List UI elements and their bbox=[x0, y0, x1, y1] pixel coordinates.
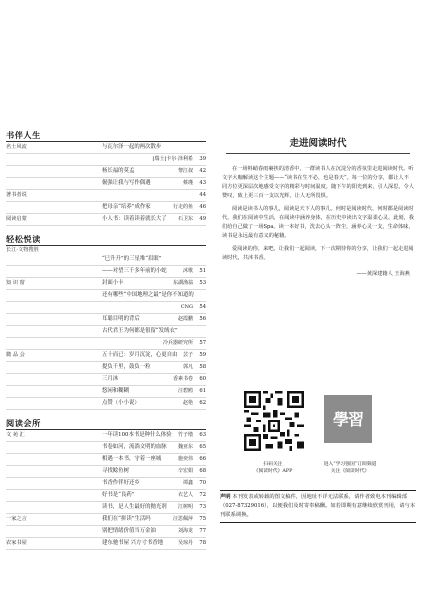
toc-entry[interactable] bbox=[6, 202, 206, 214]
toc-author: 石卫东 bbox=[177, 216, 193, 222]
toc-category: 著书者说 bbox=[6, 192, 27, 198]
toc-page-number: 72 bbox=[199, 492, 206, 498]
toc-title: 还有哪些“中国地理之最”是你不知道的 bbox=[102, 292, 194, 298]
toc-author: 东湖渔翁 bbox=[172, 280, 193, 286]
toc-page-number: 49 bbox=[199, 216, 206, 222]
toc-title: 一年读100本书是种什么体验 bbox=[102, 432, 172, 438]
toc-category: 微 品 会 bbox=[6, 352, 25, 358]
toc-title: 五十而已：岁月沉淀，心更自由 bbox=[102, 352, 178, 358]
toc-title: 书香作伴好还乡 bbox=[102, 480, 140, 486]
toc-title: 提负千里，鼓负一粒 bbox=[102, 364, 151, 370]
xuexi-logo-text: 學習 bbox=[332, 410, 363, 429]
article-title: 走进阅读时代 bbox=[289, 138, 347, 149]
section-subheading: 长江·文物搜胜 bbox=[6, 247, 39, 253]
toc-author: 辛宏娟 bbox=[177, 468, 193, 474]
brand-caption: 进入“学习强国”订阅频道 关注《阅读时代》 bbox=[323, 462, 377, 474]
title-rule bbox=[226, 153, 410, 154]
toc-author: 郭凡 bbox=[182, 364, 193, 370]
toc-author: 江树明 bbox=[177, 504, 193, 510]
toc-title: 相遇一本书，守着一座城 bbox=[102, 456, 162, 462]
toc-entry[interactable] bbox=[6, 362, 206, 374]
toc-author: [瑞士]卡尔·泽利希 bbox=[152, 156, 193, 162]
toc-entry[interactable] bbox=[6, 478, 206, 490]
toc-author: 施奕伟 bbox=[177, 456, 193, 462]
toc-category: 阅读启蒙 bbox=[6, 216, 27, 222]
toc-entry[interactable] bbox=[6, 526, 206, 538]
toc-title: ——对望三千多年前的小蛇 bbox=[102, 268, 167, 274]
toc-entry[interactable] bbox=[6, 442, 206, 454]
toc-page-number: 68 bbox=[199, 468, 206, 474]
toc-title: 点赞（小小说） bbox=[102, 400, 140, 406]
qr-caption: 扫码关注 《阅读时代》APP bbox=[253, 462, 293, 474]
toc-entry[interactable] bbox=[6, 386, 206, 398]
toc-entry[interactable] bbox=[6, 278, 206, 290]
toc-page-number: 77 bbox=[199, 528, 206, 534]
toc-page-number: 56 bbox=[199, 316, 206, 322]
qr-code[interactable] bbox=[244, 391, 304, 451]
toc-page-number: 66 bbox=[199, 456, 206, 462]
toc-entry[interactable] bbox=[6, 430, 206, 442]
toc-title: 寻找鲶鱼树 bbox=[102, 468, 129, 474]
toc-page-number: 65 bbox=[199, 444, 206, 450]
toc-page-number: 57 bbox=[199, 340, 206, 346]
toc-author: 沐歌 bbox=[182, 268, 193, 274]
toc-title: 我们在“拼读”生活吗 bbox=[102, 516, 151, 522]
section-heading: 轻松悦读 bbox=[6, 234, 206, 246]
toc-entry[interactable] bbox=[6, 502, 206, 514]
toc-category: 名士风流 bbox=[6, 144, 27, 150]
toc-title: 书卷如河，流淌文明的血脉 bbox=[102, 444, 167, 450]
statement-label: 声明 bbox=[220, 494, 231, 500]
toc-author: CNG bbox=[180, 304, 193, 310]
toc-entry[interactable] bbox=[6, 454, 206, 466]
toc-category: 农家书屋 bbox=[6, 540, 27, 546]
toc-title: 小人书：读着读着就长大了 bbox=[102, 216, 167, 222]
toc-author: 竹子墩 bbox=[177, 432, 193, 438]
toc-entry[interactable] bbox=[6, 214, 206, 226]
toc-page-number: 54 bbox=[199, 304, 206, 310]
toc-entry[interactable] bbox=[6, 350, 206, 362]
toc-title: 倔强让我与写作偶遇 bbox=[102, 180, 151, 186]
xuexi-logo[interactable] bbox=[324, 395, 372, 443]
toc-category: 文 苑 汇 bbox=[6, 432, 25, 438]
toc-entry[interactable] bbox=[6, 254, 206, 266]
toc-author: 香素书卷 bbox=[172, 376, 193, 382]
toc-title: 与瓦尔泽一起的两次散步 bbox=[102, 144, 162, 150]
toc-entry[interactable] bbox=[6, 398, 206, 410]
toc-title: 古代君王为何都是很留“发绒衣” bbox=[102, 328, 178, 334]
toc-entry[interactable] bbox=[6, 326, 206, 338]
toc-page-number: 44 bbox=[199, 192, 206, 198]
toc-page-number: 53 bbox=[199, 280, 206, 286]
table-of-contents bbox=[6, 128, 206, 550]
toc-author: 芸子 bbox=[182, 352, 193, 358]
toc-page-number: 43 bbox=[199, 180, 206, 186]
toc-title: 读书，是人生最好的抛光剂 bbox=[102, 504, 167, 510]
section-heading: 阅读会所 bbox=[6, 418, 206, 430]
article-paragraph: 阅读是读书人的事儿，阅读是天下人的事儿。何时是阅读时代，何时都是阅读时代。我们在阅读中生活，在阅读中涵养身体，在历史中读出文字温柔心灵。此刻，我们给自己做了一场Spa。读一本好书，洗去心头一阵尘，涵养心灵一支，生命体味，读书是永远最有意义的秘籍。 bbox=[222, 206, 414, 239]
toc-author: 汪碧鸥 bbox=[177, 388, 193, 394]
toc-entry[interactable] bbox=[6, 302, 206, 314]
toc-page-number: 63 bbox=[199, 432, 206, 438]
toc-title: 别把情绪价值当万金油 bbox=[102, 528, 156, 534]
toc-entry[interactable] bbox=[6, 178, 206, 190]
toc-title: 把母亲“培养”成作家 bbox=[102, 204, 151, 210]
article-paragraph: 在一场料峭春雨裹挟的清香中，一群读书人在沉淀分的香氛里走进阅读时代。听文字大咖解读这个主题——“读书在生不必，也是春天”。每一位的分享，都让人不同方位更深层次地感受文字的精彩与时间温度。随下午的阳光到来，引人深思，令人赞叹，致上更三百一支以光辉，让人无所畏惧。 bbox=[222, 166, 414, 199]
toc-entry[interactable] bbox=[6, 466, 206, 478]
statement-text: 本刊发表或转载的图文稿件，因地址不详无法联系，请作者致电本刊编辑部（027-87329016），以便我们及时寄奉稿酬。如若即期有意继续欣赏刊用，请与本刊联系调换。 bbox=[220, 494, 416, 518]
toc-author: 汪思佩萍 bbox=[172, 516, 193, 522]
toc-title: “巳升升”的三星堆“眉眼” bbox=[102, 256, 162, 262]
toc-page-number: 51 bbox=[199, 268, 206, 274]
toc-entry[interactable] bbox=[6, 338, 206, 350]
toc-entry[interactable] bbox=[6, 514, 206, 526]
toc-author: 刘海龙 bbox=[177, 528, 193, 534]
toc-entry[interactable] bbox=[6, 142, 206, 154]
toc-title: 好书是“良药” bbox=[102, 492, 135, 498]
toc-page-number: 78 bbox=[199, 540, 206, 546]
toc-entry[interactable] bbox=[6, 538, 206, 550]
toc-entry[interactable] bbox=[6, 374, 206, 386]
copyright-statement bbox=[220, 490, 416, 523]
toc-entry[interactable] bbox=[6, 290, 206, 302]
toc-title: 悠闲和糊糊 bbox=[102, 388, 129, 394]
toc-page-number: 60 bbox=[199, 376, 206, 382]
toc-author: 魏亚东 bbox=[177, 444, 193, 450]
toc-author: 衣艺人 bbox=[177, 492, 193, 498]
toc-entry[interactable] bbox=[6, 166, 206, 178]
article-signature: ——黄深建籍人 王海燕 bbox=[356, 271, 410, 277]
toc-page-number: 70 bbox=[199, 480, 206, 486]
toc-author: 冷兵器研究所 bbox=[162, 340, 193, 346]
toc-author: 行走的鱼 bbox=[172, 204, 193, 210]
article-paragraph: 爱阅读的你，来吧，让我们一起阅读，下一次期待你的分享，让我们一起走进阅读时代，共沐书香。 bbox=[222, 246, 414, 261]
toc-title: 杨长福的莫孟 bbox=[102, 168, 135, 174]
toc-author: 黎江叔 bbox=[177, 168, 193, 174]
toc-page-number: 61 bbox=[199, 388, 206, 394]
toc-page-number: 73 bbox=[199, 504, 206, 510]
toc-entry[interactable] bbox=[6, 266, 206, 278]
toc-entry[interactable] bbox=[6, 314, 206, 326]
toc-category: 知 识 窗 bbox=[6, 280, 25, 286]
toc-title: 封面小卡 bbox=[102, 280, 124, 286]
toc-page-number: 39 bbox=[199, 156, 206, 162]
editorial-column bbox=[218, 135, 418, 277]
section-heading: 书伴人生 bbox=[6, 130, 206, 142]
toc-entry[interactable] bbox=[6, 154, 206, 166]
toc-page-number: 62 bbox=[199, 400, 206, 406]
toc-page-number: 59 bbox=[199, 352, 206, 358]
toc-author: 谭鑫 bbox=[182, 480, 193, 486]
toc-title: 耳聪目明的背后 bbox=[102, 316, 140, 322]
toc-page-number: 46 bbox=[199, 204, 206, 210]
toc-author: 蔡瑾 bbox=[182, 180, 193, 186]
toc-title: 建东驰书屋 兴方寸书香地 bbox=[102, 540, 164, 546]
toc-entry[interactable] bbox=[6, 490, 206, 502]
toc-author: 赵霞鹏 bbox=[177, 316, 193, 322]
toc-page-number: 42 bbox=[199, 168, 206, 174]
toc-author: 吴琼丹 bbox=[177, 540, 193, 546]
toc-entry[interactable] bbox=[6, 190, 206, 202]
toc-page-number: 75 bbox=[199, 516, 206, 522]
toc-page-number: 58 bbox=[199, 364, 206, 370]
toc-author: 赵艳 bbox=[182, 400, 193, 406]
toc-category: 一家之言 bbox=[6, 516, 27, 522]
toc-title: 三月沐 bbox=[102, 376, 119, 382]
